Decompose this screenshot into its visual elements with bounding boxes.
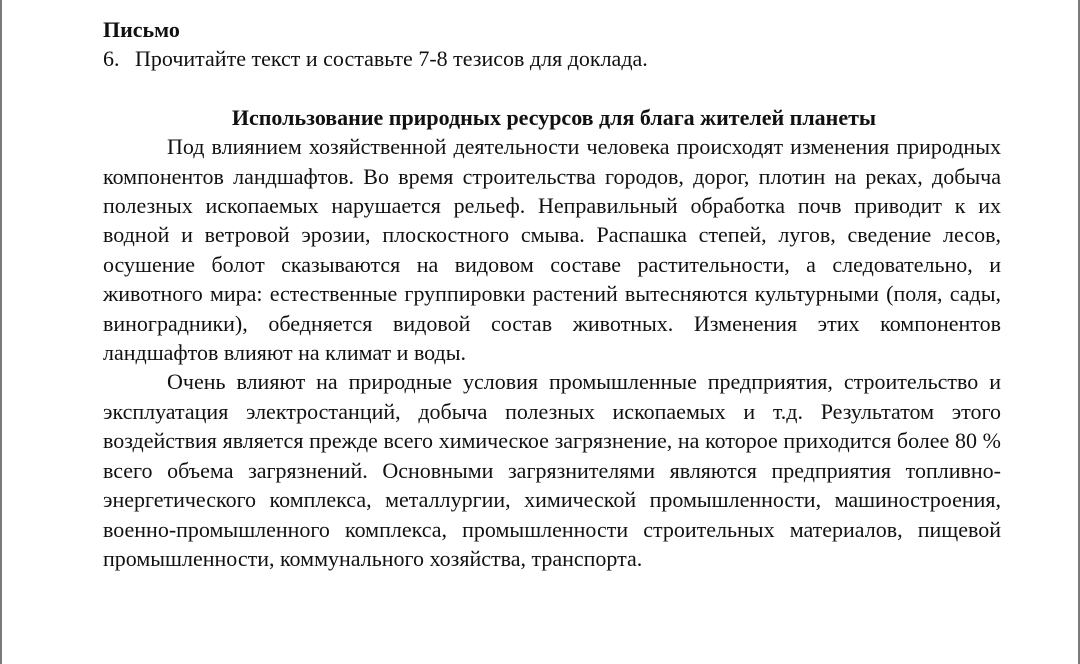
- document-content: [103, 15, 1001, 573]
- task-number: 6.: [103, 46, 120, 72]
- section-heading: Письмо: [103, 17, 180, 42]
- blank-line: [103, 74, 1001, 103]
- paragraph-2: Очень влияют на природные условия промышленные предприятия, строительство и эксплуатация электростанций, добыча полезных ископаемых и т.д. Результатом этого воздействия является прежде всего химическое загрязнение, на которое приходится более 80 % всего объема загрязнений. Основными загрязнителями являются предприятия топливно-энергетического комплекса, металлургии, химической промышленности, машиностроения, военно-промышленного комплекса, промышленности строительных материалов, пищевой промышленности, коммунального хозяйства, транспорта.: [103, 369, 1001, 571]
- task-text: Прочитайте текст и составьте 7-8 тезисов для доклада.: [135, 46, 648, 72]
- task-instruction: [103, 44, 1001, 73]
- text-title: Использование природных ресурсов для блага жителей планеты: [231, 104, 877, 130]
- paragraph-1: Под влиянием хозяйственной деятельности человека происходят изменения природных компонентов ландшафтов. Во время строительства городов, дорог, плотин на реках, добыча полезных ископаемых нарушается рельеф. Неправильный обработка почв приводит к их водной и ветровой эрозии, плоскостного смыва. Распашка степей, лугов, сведение лесов, осушение болот сказываются на видовом составе растительности, а следовательно, и животного мира: естественные группировки растений вытесняются культурными (поля, сады, виноградники), обедняется видовой состав животных. Изменения этих компонентов ландшафтов влияют на климат и воды.: [103, 134, 1001, 366]
